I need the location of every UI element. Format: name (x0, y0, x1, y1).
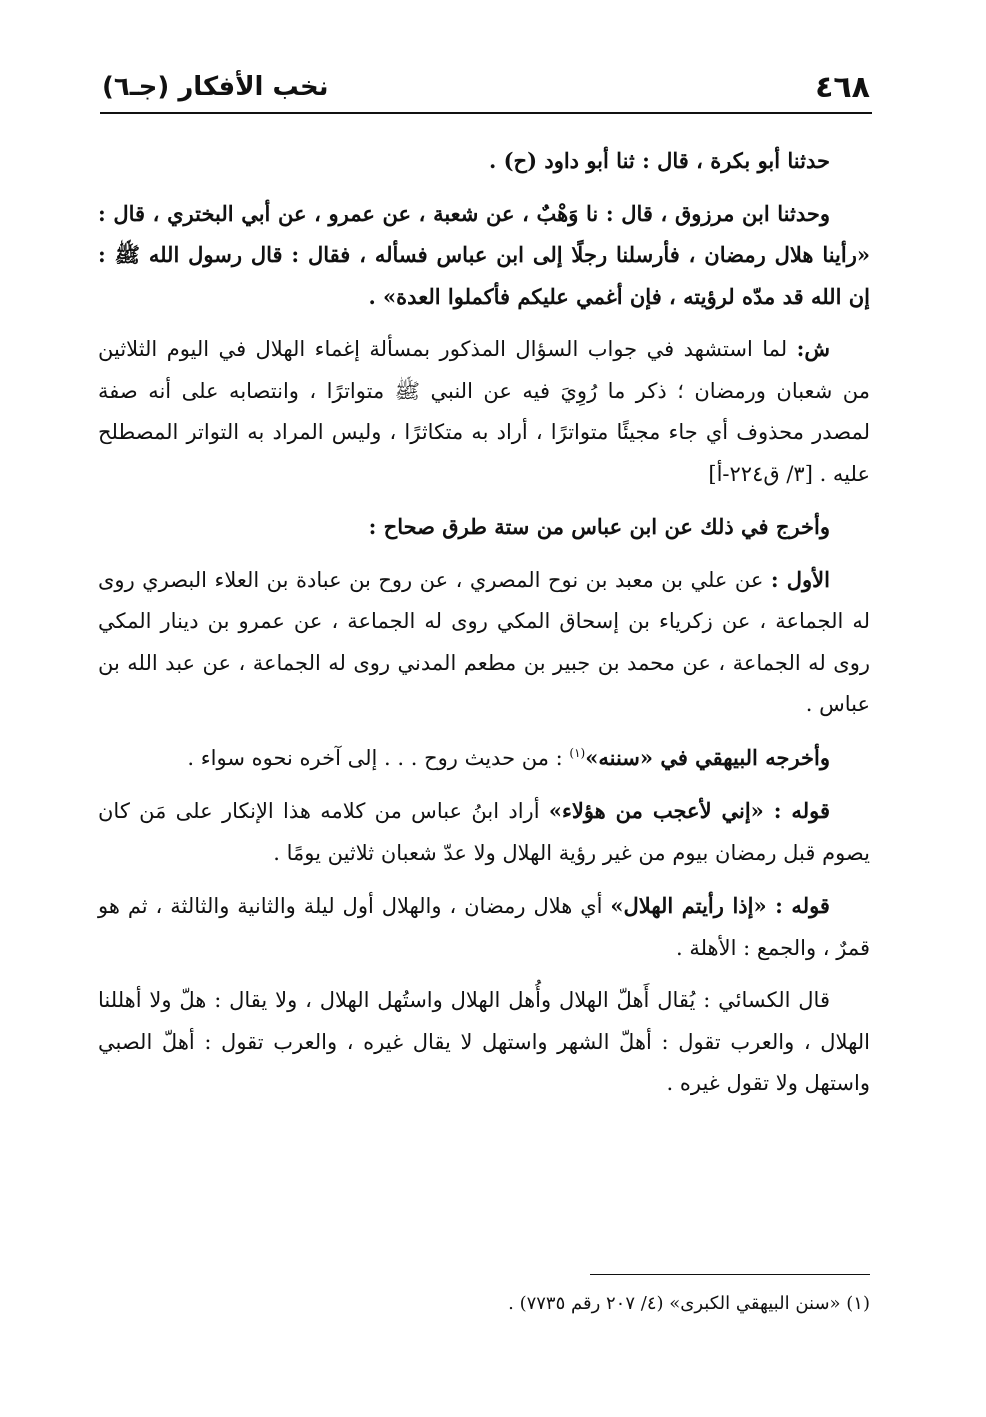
paragraph-bayhaqi (98, 737, 870, 780)
bayhaqi-lead: وأخرجه البيهقي في «سننه» (585, 744, 830, 770)
running-title: نخب الأفكار (جـ٦) (102, 72, 329, 102)
paragraph-kisai: قال الكسائي : يُقال أَهلّ الهلال وأُهل الهلال واستُهل الهلال ، ولا يقال : هلّ ولا أهللنا الهلال ، والعرب تقول : أهلّ الشهر واستهل لا يقال غيره ، والعرب تقول : أهلّ الصبي واستهل ولا تقول غيره . (98, 988, 870, 1095)
qawluh-2-text: أي هلال رمضان ، والهلال أول ليلة والثانية والثالثة ، ثم هو قمرٌ ، والجمع : الأهلة . (98, 894, 870, 960)
footnote-rule (590, 1274, 870, 1275)
main-text (98, 140, 870, 1116)
paragraph-hadith: وحدثنا ابن مرزوق ، قال : نا وَهْبٌ ، عن شعبة ، عن عمرو ، عن أبي البختري ، قال : «رأينا هلال رمضان ، فأرسلنا رجلًا إلى ابن عباس فسأله ، فقال : قال رسول الله ﷺ : إن الله قد مدّه لرؤيته ، فإن أغمي عليكم فأكملوا العدة» . (98, 200, 870, 309)
first-route-lead: الأول : (770, 566, 830, 592)
commentary-text: لما استشهد في جواب السؤال المذكور بمسألة إغماء الهلال في اليوم الثلاثين من شعبان ورمضان ؛ ذكر ما رُوِيَ فيه عن النبي ﷺ متواترًا ، وانتصابه على أنه صفة لمصدر محذوف أي جاء مجيئًا متواترًا ، أراد به متكاثرًا ، وليس المراد به التواتر المصطلح عليه . [٣/ ق٢٢٤-أ] (98, 337, 870, 486)
page-header (102, 60, 870, 114)
page-number: ٤٦٨ (815, 69, 870, 105)
qawluh-2-lead: قوله : «إذا رأيتم الهلال» (610, 893, 830, 918)
footnote: (١) «سنن البيهقي الكبرى» (٤/ ٢٠٧ رقم ٧٧٣٥) . (508, 1293, 870, 1314)
paragraph-first-route (98, 559, 870, 726)
header-rule (100, 112, 872, 114)
qawluh-1-lead: قوله : «إني لأعجب من هؤلاء» (548, 798, 830, 823)
commentary-marker: ش: (796, 336, 830, 361)
paragraph-qawluh-1 (98, 790, 870, 874)
paragraph-commentary (98, 328, 870, 495)
paragraph-qawluh-2 (98, 885, 870, 969)
paragraph-section-heading: وأخرج في ذلك عن ابن عباس من ستة طرق صحاح : (368, 514, 830, 539)
bayhaqi-text: : من حديث روح . . . إلى آخره نحوه سواء . (187, 745, 563, 770)
first-route-text: عن علي بن معبد بن نوح المصري ، عن روح بن عبادة بن العلاء البصري روى له الجماعة ، عن زكرياء بن إسحاق المكي روى له الجماعة ، عن عمرو بن دينار المكي روى له الجماعة ، عن محمد بن جبير بن مطعم المدني روى له الجماعة ، عن عبد الله بن عباس . (98, 567, 870, 716)
footnote-ref: (١) (569, 745, 586, 760)
qawluh-1-text: أراد ابنُ عباس من كلامه هذا الإنكار على مَن كان يصوم قبل رمضان بيوم من غير رؤية الهلال ولا عدّ شعبان ثلاثين يومًا . (98, 799, 870, 865)
paragraph-isnad-1: حدثنا أبو بكرة ، قال : ثنا أبو داود (ح) . (488, 148, 830, 173)
